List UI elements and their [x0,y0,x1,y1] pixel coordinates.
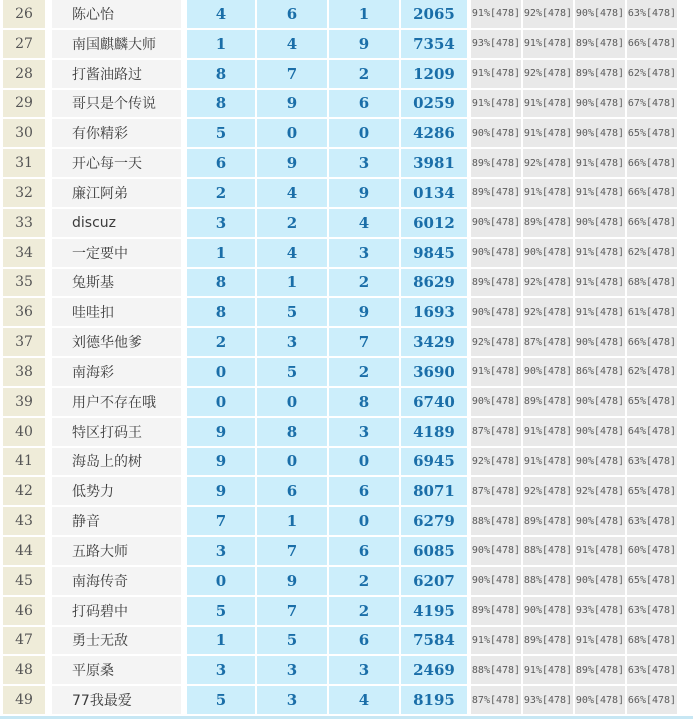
rank-cell: 30 [3,119,45,147]
username-cell: 静音 [52,507,181,535]
digit-cell: 7 [257,537,327,565]
table-row [3,239,693,267]
stat-cell: 68%[478] [627,269,677,297]
username-cell: 五路大师 [52,537,181,565]
lottery-number-cell: 6207 [401,567,467,595]
stat-cell: 88%[478] [523,567,573,595]
table-row [3,537,693,565]
stat-cell: 90%[478] [575,388,625,416]
digit-cell: 6 [329,627,399,655]
lottery-number-cell: 6740 [401,388,467,416]
table-row [3,477,693,505]
lottery-number-cell: 8071 [401,477,467,505]
digit-cell: 2 [187,328,255,356]
stat-cell: 92%[478] [523,269,573,297]
stat-cell: 91%[478] [471,60,521,88]
stat-cell: 91%[478] [523,448,573,476]
digit-cell: 0 [329,119,399,147]
stat-cell: 90%[478] [575,418,625,446]
stat-cell: 92%[478] [523,60,573,88]
digit-cell: 9 [187,418,255,446]
stat-cell: 63%[478] [627,656,677,684]
digit-cell: 3 [329,239,399,267]
lottery-number-cell: 6012 [401,209,467,237]
stat-cell: 66%[478] [627,179,677,207]
lottery-number-cell: 7354 [401,30,467,58]
digit-cell: 1 [257,507,327,535]
digit-cell: 4 [257,179,327,207]
stat-cell: 86%[478] [575,358,625,386]
stat-cell: 88%[478] [471,656,521,684]
digit-cell: 2 [329,269,399,297]
digit-cell: 9 [257,90,327,118]
stat-cell: 90%[478] [575,119,625,147]
lottery-number-cell: 0134 [401,179,467,207]
stat-cell: 90%[478] [523,239,573,267]
rank-cell: 27 [3,30,45,58]
stat-cell: 63%[478] [627,507,677,535]
stat-cell: 63%[478] [627,448,677,476]
stat-cell: 60%[478] [627,537,677,565]
digit-cell: 3 [257,328,327,356]
lottery-number-cell: 8629 [401,269,467,297]
stat-cell: 93%[478] [575,597,625,625]
lottery-number-cell: 4286 [401,119,467,147]
rank-cell: 28 [3,60,45,88]
digit-cell: 4 [257,239,327,267]
table-row [3,686,693,714]
stat-cell: 92%[478] [575,477,625,505]
stat-cell: 67%[478] [627,90,677,118]
stat-cell: 91%[478] [471,0,521,28]
rank-cell: 49 [3,686,45,714]
rank-cell: 26 [3,0,45,28]
stat-cell: 93%[478] [523,686,573,714]
rank-cell: 39 [3,388,45,416]
stat-cell: 89%[478] [575,656,625,684]
lottery-number-cell: 6279 [401,507,467,535]
username-cell: 有你精彩 [52,119,181,147]
username-cell: 廉江阿弟 [52,179,181,207]
table-row [3,298,693,326]
digit-cell: 5 [257,358,327,386]
digit-cell: 1 [187,239,255,267]
stats-table [3,0,693,714]
digit-cell: 7 [329,328,399,356]
rank-cell: 31 [3,149,45,177]
stat-cell: 91%[478] [471,358,521,386]
stat-cell: 90%[478] [471,298,521,326]
digit-cell: 5 [257,298,327,326]
stat-cell: 62%[478] [627,60,677,88]
digit-cell: 0 [329,448,399,476]
rank-cell: 34 [3,239,45,267]
digit-cell: 3 [329,418,399,446]
digit-cell: 4 [329,209,399,237]
table-row [3,0,693,28]
rank-cell: 35 [3,269,45,297]
table-row [3,597,693,625]
lottery-number-cell: 0259 [401,90,467,118]
stat-cell: 92%[478] [523,298,573,326]
stat-cell: 87%[478] [471,418,521,446]
digit-cell: 9 [187,477,255,505]
table-row [3,209,693,237]
stat-cell: 68%[478] [627,627,677,655]
digit-cell: 2 [329,567,399,595]
stat-cell: 90%[478] [471,567,521,595]
stat-cell: 64%[478] [627,418,677,446]
rank-cell: 36 [3,298,45,326]
stat-cell: 63%[478] [627,0,677,28]
stat-cell: 91%[478] [471,90,521,118]
digit-cell: 3 [187,656,255,684]
stat-cell: 65%[478] [627,388,677,416]
stat-cell: 93%[478] [471,30,521,58]
stat-cell: 88%[478] [523,537,573,565]
table-row [3,90,693,118]
stat-cell: 91%[478] [471,627,521,655]
stat-cell: 91%[478] [523,119,573,147]
digit-cell: 9 [257,567,327,595]
username-cell: 海岛上的树 [52,448,181,476]
stat-cell: 65%[478] [627,119,677,147]
lottery-number-cell: 3981 [401,149,467,177]
username-cell: 南国麒麟大师 [52,30,181,58]
stat-cell: 89%[478] [471,149,521,177]
lottery-number-cell: 8195 [401,686,467,714]
stat-cell: 87%[478] [523,328,573,356]
lottery-number-cell: 9845 [401,239,467,267]
digit-cell: 3 [187,537,255,565]
digit-cell: 1 [187,627,255,655]
stat-cell: 89%[478] [575,60,625,88]
table-row [3,656,693,684]
stat-cell: 91%[478] [523,418,573,446]
table-row [3,358,693,386]
stat-cell: 62%[478] [627,358,677,386]
rank-cell: 48 [3,656,45,684]
digit-cell: 3 [257,686,327,714]
table-row [3,418,693,446]
stat-cell: 90%[478] [575,328,625,356]
digit-cell: 4 [329,686,399,714]
stat-cell: 65%[478] [627,567,677,595]
digit-cell: 3 [187,209,255,237]
stat-cell: 89%[478] [575,30,625,58]
username-cell: 特区打码王 [52,418,181,446]
stat-cell: 91%[478] [523,656,573,684]
stat-cell: 90%[478] [575,0,625,28]
stat-cell: 91%[478] [575,239,625,267]
stat-cell: 91%[478] [575,627,625,655]
stat-cell: 90%[478] [575,90,625,118]
rank-cell: 29 [3,90,45,118]
digit-cell: 0 [187,388,255,416]
stat-cell: 89%[478] [523,627,573,655]
username-cell: 开心每一天 [52,149,181,177]
stat-cell: 89%[478] [471,179,521,207]
table-row [3,60,693,88]
stat-cell: 89%[478] [523,209,573,237]
digit-cell: 9 [257,149,327,177]
stat-cell: 90%[478] [471,537,521,565]
stat-cell: 89%[478] [523,507,573,535]
stat-cell: 65%[478] [627,477,677,505]
lottery-number-cell: 1209 [401,60,467,88]
rank-cell: 38 [3,358,45,386]
stat-cell: 87%[478] [471,686,521,714]
stat-cell: 66%[478] [627,686,677,714]
digit-cell: 7 [257,60,327,88]
stat-cell: 66%[478] [627,209,677,237]
rank-cell: 42 [3,477,45,505]
lottery-number-cell: 3690 [401,358,467,386]
username-cell: discuz [52,209,181,237]
digit-cell: 0 [257,119,327,147]
table-row [3,448,693,476]
stat-cell: 91%[478] [523,90,573,118]
lottery-number-cell: 7584 [401,627,467,655]
username-cell: 哇哇扣 [52,298,181,326]
stat-cell: 66%[478] [627,328,677,356]
username-cell: 刘德华他爹 [52,328,181,356]
lottery-number-cell: 6945 [401,448,467,476]
username-cell: 打酱油路过 [52,60,181,88]
username-cell: 南海传奇 [52,567,181,595]
digit-cell: 6 [329,537,399,565]
table-row [3,30,693,58]
stat-cell: 91%[478] [575,298,625,326]
digit-cell: 0 [257,448,327,476]
digit-cell: 5 [257,627,327,655]
stat-cell: 62%[478] [627,239,677,267]
stat-cell: 90%[478] [575,448,625,476]
digit-cell: 3 [329,149,399,177]
table-row [3,627,693,655]
digit-cell: 9 [329,298,399,326]
stat-cell: 90%[478] [575,686,625,714]
digit-cell: 9 [329,179,399,207]
rank-cell: 47 [3,627,45,655]
stat-cell: 92%[478] [523,477,573,505]
stat-cell: 91%[478] [523,30,573,58]
rank-cell: 44 [3,537,45,565]
table-row [3,149,693,177]
digit-cell: 2 [329,60,399,88]
lottery-number-cell: 6085 [401,537,467,565]
lottery-number-cell: 4189 [401,418,467,446]
table-row [3,328,693,356]
table-row [3,269,693,297]
stat-cell: 89%[478] [471,269,521,297]
username-cell: 用户不存在哦 [52,388,181,416]
digit-cell: 0 [187,567,255,595]
digit-cell: 2 [329,358,399,386]
table-row [3,179,693,207]
digit-cell: 8 [187,269,255,297]
digit-cell: 2 [187,179,255,207]
digit-cell: 1 [257,269,327,297]
stat-cell: 89%[478] [523,388,573,416]
stat-cell: 89%[478] [471,597,521,625]
username-cell: 77我最爱 [52,686,181,714]
digit-cell: 7 [187,507,255,535]
stat-cell: 90%[478] [575,507,625,535]
table-row [3,507,693,535]
lottery-number-cell: 4195 [401,597,467,625]
rank-cell: 43 [3,507,45,535]
rank-cell: 45 [3,567,45,595]
digit-cell: 0 [257,388,327,416]
stat-cell: 90%[478] [523,597,573,625]
stat-cell: 88%[478] [471,507,521,535]
stat-cell: 92%[478] [523,0,573,28]
stat-cell: 90%[478] [471,388,521,416]
username-cell: 兔斯基 [52,269,181,297]
stat-cell: 91%[478] [575,149,625,177]
table-row [3,119,693,147]
stat-cell: 90%[478] [575,567,625,595]
digit-cell: 6 [187,149,255,177]
digit-cell: 9 [187,448,255,476]
username-cell: 哥只是个传说 [52,90,181,118]
stat-cell: 92%[478] [471,448,521,476]
lottery-number-cell: 2065 [401,0,467,28]
stat-cell: 91%[478] [523,179,573,207]
digit-cell: 1 [329,0,399,28]
rank-cell: 46 [3,597,45,625]
stat-cell: 92%[478] [523,149,573,177]
digit-cell: 8 [187,60,255,88]
lottery-number-cell: 1693 [401,298,467,326]
digit-cell: 6 [257,477,327,505]
lottery-number-cell: 3429 [401,328,467,356]
digit-cell: 0 [329,507,399,535]
username-cell: 勇士无敌 [52,627,181,655]
stat-cell: 90%[478] [471,239,521,267]
stat-cell: 91%[478] [575,179,625,207]
stat-cell: 90%[478] [471,119,521,147]
stat-cell: 91%[478] [575,269,625,297]
username-cell: 平原桑 [52,656,181,684]
username-cell: 陈心怡 [52,0,181,28]
username-cell: 低势力 [52,477,181,505]
digit-cell: 2 [257,209,327,237]
digit-cell: 9 [329,30,399,58]
digit-cell: 5 [187,686,255,714]
stat-cell: 91%[478] [575,537,625,565]
digit-cell: 8 [187,298,255,326]
stat-cell: 66%[478] [627,149,677,177]
digit-cell: 6 [329,477,399,505]
digit-cell: 5 [187,597,255,625]
stat-cell: 63%[478] [627,597,677,625]
digit-cell: 6 [329,90,399,118]
stat-cell: 90%[478] [575,209,625,237]
rank-cell: 33 [3,209,45,237]
digit-cell: 8 [329,388,399,416]
table-row [3,567,693,595]
digit-cell: 3 [257,656,327,684]
digit-cell: 6 [257,0,327,28]
username-cell: 南海彩 [52,358,181,386]
username-cell: 一定要中 [52,239,181,267]
table-row [3,388,693,416]
stat-cell: 87%[478] [471,477,521,505]
username-cell: 打码碧中 [52,597,181,625]
digit-cell: 2 [329,597,399,625]
stat-cell: 92%[478] [471,328,521,356]
lottery-number-cell: 2469 [401,656,467,684]
digit-cell: 1 [187,30,255,58]
rank-cell: 32 [3,179,45,207]
digit-cell: 4 [187,0,255,28]
stat-cell: 90%[478] [523,358,573,386]
digit-cell: 7 [257,597,327,625]
digit-cell: 8 [257,418,327,446]
rank-cell: 40 [3,418,45,446]
stat-cell: 61%[478] [627,298,677,326]
digit-cell: 0 [187,358,255,386]
digit-cell: 5 [187,119,255,147]
rank-cell: 41 [3,448,45,476]
digit-cell: 3 [329,656,399,684]
stat-cell: 66%[478] [627,30,677,58]
rank-cell: 37 [3,328,45,356]
digit-cell: 4 [257,30,327,58]
stat-cell: 90%[478] [471,209,521,237]
digit-cell: 8 [187,90,255,118]
